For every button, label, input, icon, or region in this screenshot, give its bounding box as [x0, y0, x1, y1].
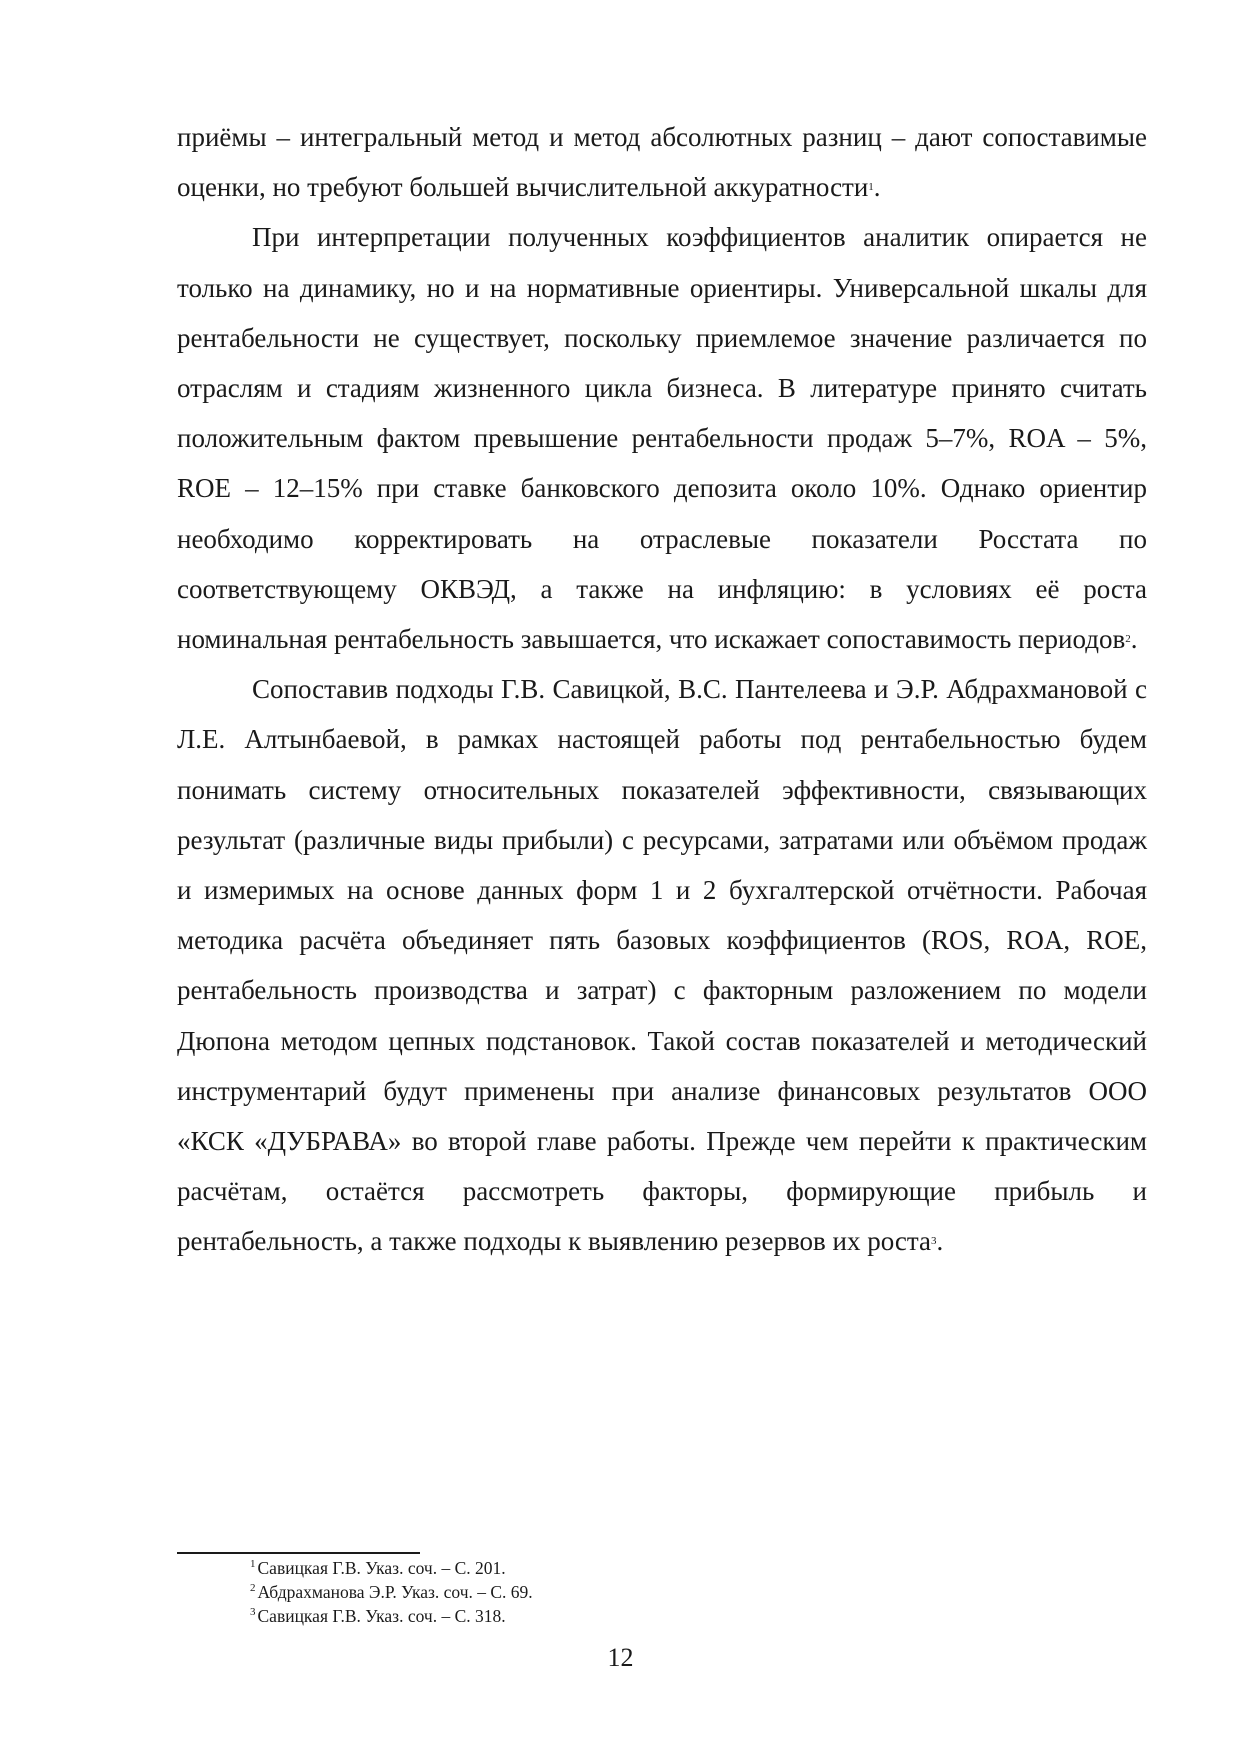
paragraph-3-text: Сопоставив подходы Г.В. Савицкой, В.С. Пантелеева и Э.Р. Абдрахмановой с Л.Е. Алтынбаевой, в рамках настоящей работы под рентабельностью будем понимать систему относительных показателей эффективности, связывающих результат (различные виды прибыли) с ресурсами, затратами или объёмом продаж и измеримых на основе данных форм 1 и 2 бухгалтерской отчётности. Рабочая методика расчёта объединяет пять базовых коэффициентов (ROS, ROA, ROE, рентабельность производства и затрат) с факторным разложением по модели Дюпона методом цепных подстановок. Такой состав показателей и методический инструментарий будут применены при анализе финансовых результатов ООО «КСК «ДУБРАВА» во второй главе работы. Прежде чем перейти к практическим расчётам, остаётся рассмотреть факторы, формирующие прибыль и рентабельность, а также подходы к выявлению резервов их роста	[177, 674, 1147, 1257]
paragraph-1-text: приёмы – интегральный метод и метод абсолютных разниц – дают сопоставимые оценки, но требуют большей вычислительной аккуратности	[177, 122, 1147, 203]
footnote-ref-3: 3	[930, 1235, 937, 1248]
footnote-number: 2	[250, 1582, 256, 1595]
footnote-2	[250, 1580, 1050, 1604]
paragraph-1	[177, 112, 1147, 212]
paragraph-3-end: .	[936, 1226, 944, 1257]
footnote-ref-2: 2	[1125, 633, 1131, 646]
paragraph-2-text: При интерпретации полученных коэффициентов аналитик опирается не только на динамику, но и на нормативные ориентиры. Универсальной шкалы для рентабельности не существует, поскольку приемлемое значение различается по отраслям и стадиям жизненного цикла бизнеса. В литературе принято считать положительным фактом превышение рентабельности продаж 5–7%, ROA – 5%, ROE – 12–15% при ставке банковского депозита около 10%. Однако ориентир необходимо корректировать на отраслевые показатели Росстата по соответствующему ОКВЭД, а также на инфляцию: в условиях её роста номинальная рентабельность завышается, что искажает сопоставимость периодов	[177, 222, 1147, 655]
footnote-text: Абдрахманова Э.Р. Указ. соч. – С. 69.	[257, 1582, 533, 1602]
paragraph-3	[177, 664, 1147, 1266]
footnote-separator	[177, 1552, 420, 1554]
footnote-ref-1: 1	[868, 181, 874, 194]
footnote-1	[250, 1556, 1050, 1580]
footnotes	[250, 1556, 1050, 1628]
paragraph-1-end: .	[873, 172, 881, 203]
body-text	[177, 112, 1147, 1267]
footnote-text: Савицкая Г.В. Указ. соч. – С. 201.	[257, 1558, 506, 1578]
footnote-number: 1	[250, 1558, 256, 1571]
page-number: 12	[607, 1643, 634, 1672]
paragraph-2-end: .	[1130, 624, 1138, 655]
footnote-3	[250, 1604, 1050, 1628]
footnote-text: Савицкая Г.В. Указ. соч. – С. 318.	[257, 1606, 506, 1626]
paragraph-2	[177, 212, 1147, 664]
footnote-number: 3	[250, 1606, 256, 1619]
